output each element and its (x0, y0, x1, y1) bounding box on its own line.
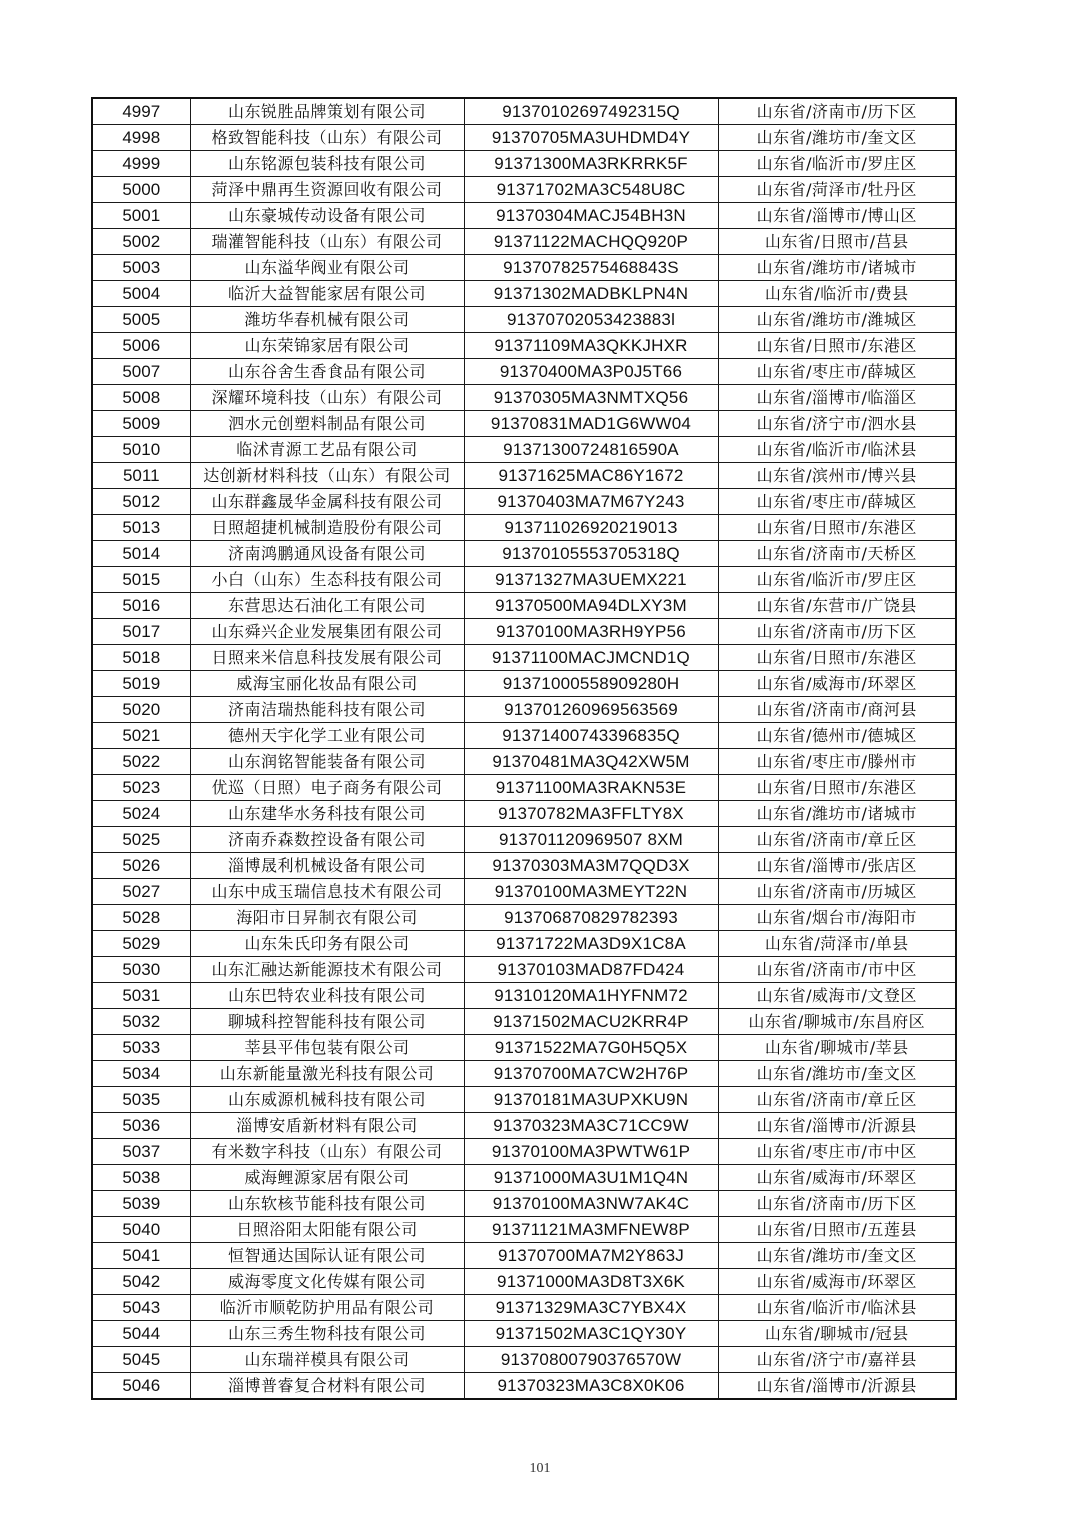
row-number-cell: 5023 (92, 775, 190, 801)
company-name-cell: 威海鲤源家居有限公司 (190, 1165, 464, 1191)
region-cell: 山东省/威海市/环翠区 (718, 1269, 956, 1295)
row-number-cell: 5038 (92, 1165, 190, 1191)
credit-code-cell: 91370705MA3UHDMD4Y (464, 125, 718, 151)
company-name-cell: 淄博晟利机械设备有限公司 (190, 853, 464, 879)
region-cell: 山东省/济南市/历下区 (718, 98, 956, 125)
company-name-cell: 达创新材料科技（山东）有限公司 (190, 463, 464, 489)
table-row (92, 775, 956, 801)
credit-code-cell: 91370303MA3M7QQD3X (464, 853, 718, 879)
row-number-cell: 5021 (92, 723, 190, 749)
company-name-cell: 小白（山东）生态科技有限公司 (190, 567, 464, 593)
row-number-cell: 5019 (92, 671, 190, 697)
region-cell: 山东省/聊城市/东昌府区 (718, 1009, 956, 1035)
credit-code-cell: 91370305MA3NMTXQ56 (464, 385, 718, 411)
table-row (92, 1243, 956, 1269)
credit-code-cell: 91370500MA94DLXY3M (464, 593, 718, 619)
row-number-cell: 5009 (92, 411, 190, 437)
credit-code-cell: 91371109MA3QKKJHXR (464, 333, 718, 359)
region-cell: 山东省/烟台市/海阳市 (718, 905, 956, 931)
company-name-cell: 山东巴特农业科技有限公司 (190, 983, 464, 1009)
company-registry-table (91, 97, 957, 1400)
region-cell: 山东省/淄博市/张店区 (718, 853, 956, 879)
credit-code-cell: 91370702053423883l (464, 307, 718, 333)
table-row (92, 879, 956, 905)
row-number-cell: 5037 (92, 1139, 190, 1165)
table-row (92, 1035, 956, 1061)
table-row (92, 1139, 956, 1165)
row-number-cell: 5000 (92, 177, 190, 203)
credit-code-cell: 91370323MA3C8X0K06 (464, 1373, 718, 1400)
region-cell: 山东省/淄博市/沂源县 (718, 1113, 956, 1139)
region-cell: 山东省/威海市/环翠区 (718, 1165, 956, 1191)
region-cell: 山东省/菏泽市/单县 (718, 931, 956, 957)
region-cell: 山东省/日照市/东港区 (718, 775, 956, 801)
row-number-cell: 5029 (92, 931, 190, 957)
row-number-cell: 5039 (92, 1191, 190, 1217)
table-row (92, 1087, 956, 1113)
region-cell: 山东省/潍坊市/诸城市 (718, 801, 956, 827)
company-name-cell: 格致智能科技（山东）有限公司 (190, 125, 464, 151)
table-row (92, 333, 956, 359)
credit-code-cell: 91370782MA3FFLTY8X (464, 801, 718, 827)
region-cell: 山东省/临沂市/罗庄区 (718, 151, 956, 177)
table-row (92, 645, 956, 671)
region-cell: 山东省/日照市/东港区 (718, 333, 956, 359)
table-row (92, 853, 956, 879)
company-name-cell: 临沂大益智能家居有限公司 (190, 281, 464, 307)
row-number-cell: 5044 (92, 1321, 190, 1347)
row-number-cell: 5002 (92, 229, 190, 255)
credit-code-cell: 91371000MA3D8T3X6K (464, 1269, 718, 1295)
company-name-cell: 山东谷舍生香食品有限公司 (190, 359, 464, 385)
table-row (92, 255, 956, 281)
company-name-cell: 恒智通达国际认证有限公司 (190, 1243, 464, 1269)
table-row (92, 463, 956, 489)
company-name-cell: 淄博普睿复合材料有限公司 (190, 1373, 464, 1400)
table-row (92, 1347, 956, 1373)
region-cell: 山东省/威海市/环翠区 (718, 671, 956, 697)
row-number-cell: 5001 (92, 203, 190, 229)
credit-code-cell: 91370403MA7M67Y243 (464, 489, 718, 515)
credit-code-cell: 91371722MA3D9X1C8A (464, 931, 718, 957)
company-name-cell: 山东溢华阀业有限公司 (190, 255, 464, 281)
table-row (92, 307, 956, 333)
row-number-cell: 5015 (92, 567, 190, 593)
company-name-cell: 山东威源机械科技有限公司 (190, 1087, 464, 1113)
company-name-cell: 瑞灌智能科技（山东）有限公司 (190, 229, 464, 255)
region-cell: 山东省/济南市/市中区 (718, 957, 956, 983)
credit-code-cell: 91371327MA3UEMX221 (464, 567, 718, 593)
table-row (92, 385, 956, 411)
region-cell: 山东省/临沂市/临沭县 (718, 437, 956, 463)
region-cell: 山东省/济南市/章丘区 (718, 1087, 956, 1113)
company-name-cell: 山东汇融达新能源技术有限公司 (190, 957, 464, 983)
credit-code-cell: 91371121MA3MFNEW8P (464, 1217, 718, 1243)
row-number-cell: 5043 (92, 1295, 190, 1321)
table-row (92, 1295, 956, 1321)
row-number-cell: 5041 (92, 1243, 190, 1269)
table-row (92, 1321, 956, 1347)
company-name-cell: 山东三秀生物科技有限公司 (190, 1321, 464, 1347)
region-cell: 山东省/淄博市/临淄区 (718, 385, 956, 411)
company-name-cell: 山东朱氏印务有限公司 (190, 931, 464, 957)
table-row (92, 1061, 956, 1087)
region-cell: 山东省/枣庄市/市中区 (718, 1139, 956, 1165)
credit-code-cell: 91371000558909280H (464, 671, 718, 697)
row-number-cell: 5016 (92, 593, 190, 619)
region-cell: 山东省/淄博市/博山区 (718, 203, 956, 229)
row-number-cell: 4999 (92, 151, 190, 177)
company-name-cell: 泗水元创塑料制品有限公司 (190, 411, 464, 437)
credit-code-cell: 91371000MA3U1M1Q4N (464, 1165, 718, 1191)
row-number-cell: 5011 (92, 463, 190, 489)
table-row (92, 801, 956, 827)
region-cell: 山东省/济南市/天桥区 (718, 541, 956, 567)
credit-code-cell: 91371100MACJMCND1Q (464, 645, 718, 671)
region-cell: 山东省/济南市/历下区 (718, 1191, 956, 1217)
credit-code-cell: 91371300MA3RKRRK5F (464, 151, 718, 177)
region-cell: 山东省/枣庄市/薛城区 (718, 489, 956, 515)
row-number-cell: 5006 (92, 333, 190, 359)
credit-code-cell: 91370481MA3Q42XW5M (464, 749, 718, 775)
region-cell: 山东省/济宁市/嘉祥县 (718, 1347, 956, 1373)
company-name-cell: 日照来米信息科技发展有限公司 (190, 645, 464, 671)
company-name-cell: 深耀环境科技（山东）有限公司 (190, 385, 464, 411)
company-name-cell: 济南洁瑞热能科技有限公司 (190, 697, 464, 723)
company-name-cell: 山东豪城传动设备有限公司 (190, 203, 464, 229)
company-name-cell: 海阳市日昇制衣有限公司 (190, 905, 464, 931)
table-row (92, 957, 956, 983)
credit-code-cell: 913701260969563569 (464, 697, 718, 723)
company-name-cell: 山东荣锦家居有限公司 (190, 333, 464, 359)
credit-code-cell: 91371502MACU2KRR4P (464, 1009, 718, 1035)
row-number-cell: 5014 (92, 541, 190, 567)
table-row (92, 177, 956, 203)
row-number-cell: 5035 (92, 1087, 190, 1113)
company-name-cell: 菏泽中鼎再生资源回收有限公司 (190, 177, 464, 203)
table-row (92, 749, 956, 775)
region-cell: 山东省/日照市/东港区 (718, 645, 956, 671)
credit-code-cell: 91371329MA3C7YBX4X (464, 1295, 718, 1321)
table-row (92, 541, 956, 567)
row-number-cell: 5005 (92, 307, 190, 333)
table-row (92, 1191, 956, 1217)
table-row (92, 125, 956, 151)
table-row (92, 905, 956, 931)
table-row (92, 359, 956, 385)
company-name-cell: 优巡（日照）电子商务有限公司 (190, 775, 464, 801)
row-number-cell: 5020 (92, 697, 190, 723)
table-row (92, 593, 956, 619)
region-cell: 山东省/菏泽市/牡丹区 (718, 177, 956, 203)
company-name-cell: 临沭青源工艺品有限公司 (190, 437, 464, 463)
row-number-cell: 5028 (92, 905, 190, 931)
credit-code-cell: 91370181MA3UPXKU9N (464, 1087, 718, 1113)
row-number-cell: 5045 (92, 1347, 190, 1373)
row-number-cell: 5003 (92, 255, 190, 281)
table-row (92, 1165, 956, 1191)
region-cell: 山东省/临沂市/罗庄区 (718, 567, 956, 593)
company-name-cell: 山东润铭智能装备有限公司 (190, 749, 464, 775)
row-number-cell: 5030 (92, 957, 190, 983)
credit-code-cell: 91370800790376570W (464, 1347, 718, 1373)
region-cell: 山东省/聊城市/莘县 (718, 1035, 956, 1061)
company-name-cell: 东营思达石油化工有限公司 (190, 593, 464, 619)
credit-code-cell: 913701120969507 8XM (464, 827, 718, 853)
row-number-cell: 5040 (92, 1217, 190, 1243)
credit-code-cell: 91371502MA3C1QY30Y (464, 1321, 718, 1347)
page-number: 101 (529, 1461, 551, 1476)
row-number-cell: 5007 (92, 359, 190, 385)
table-row (92, 723, 956, 749)
table-row (92, 1113, 956, 1139)
company-name-cell: 山东舜兴企业发展集团有限公司 (190, 619, 464, 645)
table-row (92, 567, 956, 593)
credit-code-cell: 91370105553705318Q (464, 541, 718, 567)
region-cell: 山东省/枣庄市/薛城区 (718, 359, 956, 385)
company-name-cell: 威海宝丽化妆品有限公司 (190, 671, 464, 697)
company-name-cell: 莘县平伟包装有限公司 (190, 1035, 464, 1061)
row-number-cell: 4997 (92, 98, 190, 125)
credit-code-cell: 91370100MA3NW7AK4C (464, 1191, 718, 1217)
company-name-cell: 有米数字科技（山东）有限公司 (190, 1139, 464, 1165)
table-row (92, 489, 956, 515)
region-cell: 山东省/日照市/莒县 (718, 229, 956, 255)
company-name-cell: 德州天宇化学工业有限公司 (190, 723, 464, 749)
table-row (92, 281, 956, 307)
table-row (92, 983, 956, 1009)
row-number-cell: 5032 (92, 1009, 190, 1035)
credit-code-cell: 91370304MACJ54BH3N (464, 203, 718, 229)
row-number-cell: 5031 (92, 983, 190, 1009)
region-cell: 山东省/聊城市/冠县 (718, 1321, 956, 1347)
credit-code-cell: 913706870829782393 (464, 905, 718, 931)
company-name-cell: 淄博安盾新材料有限公司 (190, 1113, 464, 1139)
region-cell: 山东省/潍坊市/诸城市 (718, 255, 956, 281)
region-cell: 山东省/济南市/历下区 (718, 619, 956, 645)
table-row (92, 515, 956, 541)
row-number-cell: 5022 (92, 749, 190, 775)
row-number-cell: 5008 (92, 385, 190, 411)
region-cell: 山东省/济南市/历城区 (718, 879, 956, 905)
company-name-cell: 山东软核节能科技有限公司 (190, 1191, 464, 1217)
company-name-cell: 济南乔森数控设备有限公司 (190, 827, 464, 853)
company-name-cell: 山东群鑫晟华金属科技有限公司 (190, 489, 464, 515)
region-cell: 山东省/潍坊市/奎文区 (718, 1243, 956, 1269)
credit-code-cell: 91371302MADBKLPN4N (464, 281, 718, 307)
credit-code-cell: 91370100MA3PWTW61P (464, 1139, 718, 1165)
company-name-cell: 山东新能量激光科技有限公司 (190, 1061, 464, 1087)
table-row (92, 1009, 956, 1035)
company-name-cell: 山东瑞祥模具有限公司 (190, 1347, 464, 1373)
row-number-cell: 5025 (92, 827, 190, 853)
row-number-cell: 5046 (92, 1373, 190, 1400)
credit-code-cell: 91370100MA3MEYT22N (464, 879, 718, 905)
credit-code-cell: 91371522MA7G0H5Q5X (464, 1035, 718, 1061)
credit-code-cell: 91370700MA7M2Y863J (464, 1243, 718, 1269)
company-name-cell: 山东中成玉瑞信息技术有限公司 (190, 879, 464, 905)
region-cell: 山东省/济南市/章丘区 (718, 827, 956, 853)
credit-code-cell: 91371702MA3C548U8C (464, 177, 718, 203)
credit-code-cell: 91370782575468843S (464, 255, 718, 281)
row-number-cell: 5034 (92, 1061, 190, 1087)
table-row (92, 671, 956, 697)
region-cell: 山东省/枣庄市/滕州市 (718, 749, 956, 775)
region-cell: 山东省/德州市/德城区 (718, 723, 956, 749)
row-number-cell: 5042 (92, 1269, 190, 1295)
table-row (92, 1373, 956, 1400)
company-name-cell: 山东铭源包装科技有限公司 (190, 151, 464, 177)
row-number-cell: 5018 (92, 645, 190, 671)
company-name-cell: 山东锐胜品牌策划有限公司 (190, 98, 464, 125)
company-name-cell: 日照超捷机械制造股份有限公司 (190, 515, 464, 541)
region-cell: 山东省/日照市/五莲县 (718, 1217, 956, 1243)
table-row (92, 203, 956, 229)
row-number-cell: 5026 (92, 853, 190, 879)
table-row (92, 98, 956, 125)
row-number-cell: 5010 (92, 437, 190, 463)
credit-code-cell: 91370700MA7CW2H76P (464, 1061, 718, 1087)
table-row (92, 1269, 956, 1295)
table-row (92, 619, 956, 645)
credit-code-cell: 91370831MAD1G6WW04 (464, 411, 718, 437)
region-cell: 山东省/潍坊市/奎文区 (718, 125, 956, 151)
region-cell: 山东省/威海市/文登区 (718, 983, 956, 1009)
company-name-cell: 日照浴阳太阳能有限公司 (190, 1217, 464, 1243)
row-number-cell: 5036 (92, 1113, 190, 1139)
row-number-cell: 5024 (92, 801, 190, 827)
company-name-cell: 威海零度文化传媒有限公司 (190, 1269, 464, 1295)
region-cell: 山东省/滨州市/博兴县 (718, 463, 956, 489)
row-number-cell: 5013 (92, 515, 190, 541)
table-row (92, 437, 956, 463)
credit-code-cell: 91370102697492315Q (464, 98, 718, 125)
credit-code-cell: 91371400743396835Q (464, 723, 718, 749)
credit-code-cell: 91371122MACHQQ920P (464, 229, 718, 255)
region-cell: 山东省/潍坊市/潍城区 (718, 307, 956, 333)
row-number-cell: 5012 (92, 489, 190, 515)
region-cell: 山东省/日照市/东港区 (718, 515, 956, 541)
company-name-cell: 济南鸿鹏通风设备有限公司 (190, 541, 464, 567)
credit-code-cell: 91370103MAD87FD424 (464, 957, 718, 983)
credit-code-cell: 91370323MA3C71CC9W (464, 1113, 718, 1139)
table-row (92, 151, 956, 177)
region-cell: 山东省/淄博市/沂源县 (718, 1373, 956, 1400)
table-row (92, 827, 956, 853)
table-row (92, 1217, 956, 1243)
credit-code-cell: 91370400MA3P0J5T66 (464, 359, 718, 385)
row-number-cell: 4998 (92, 125, 190, 151)
row-number-cell: 5027 (92, 879, 190, 905)
company-name-cell: 临沂市顺乾防护用品有限公司 (190, 1295, 464, 1321)
company-name-cell: 潍坊华春机械有限公司 (190, 307, 464, 333)
credit-code-cell: 91310120MA1HYFNM72 (464, 983, 718, 1009)
table-row (92, 411, 956, 437)
table-row (92, 931, 956, 957)
row-number-cell: 5017 (92, 619, 190, 645)
credit-code-cell: 91371300724816590A (464, 437, 718, 463)
credit-code-cell: 91371625MAC86Y1672 (464, 463, 718, 489)
region-cell: 山东省/临沂市/临沭县 (718, 1295, 956, 1321)
row-number-cell: 5033 (92, 1035, 190, 1061)
registry-table-body (92, 98, 956, 1399)
region-cell: 山东省/东营市/广饶县 (718, 593, 956, 619)
region-cell: 山东省/潍坊市/奎文区 (718, 1061, 956, 1087)
table-row (92, 229, 956, 255)
region-cell: 山东省/济南市/商河县 (718, 697, 956, 723)
credit-code-cell: 91371102692021901З (464, 515, 718, 541)
company-name-cell: 聊城科控智能科技有限公司 (190, 1009, 464, 1035)
row-number-cell: 5004 (92, 281, 190, 307)
table-row (92, 697, 956, 723)
region-cell: 山东省/济宁市/泗水县 (718, 411, 956, 437)
credit-code-cell: 91371100MA3RAKN53E (464, 775, 718, 801)
credit-code-cell: 91370100MA3RH9YP56 (464, 619, 718, 645)
company-name-cell: 山东建华水务科技有限公司 (190, 801, 464, 827)
region-cell: 山东省/临沂市/费县 (718, 281, 956, 307)
